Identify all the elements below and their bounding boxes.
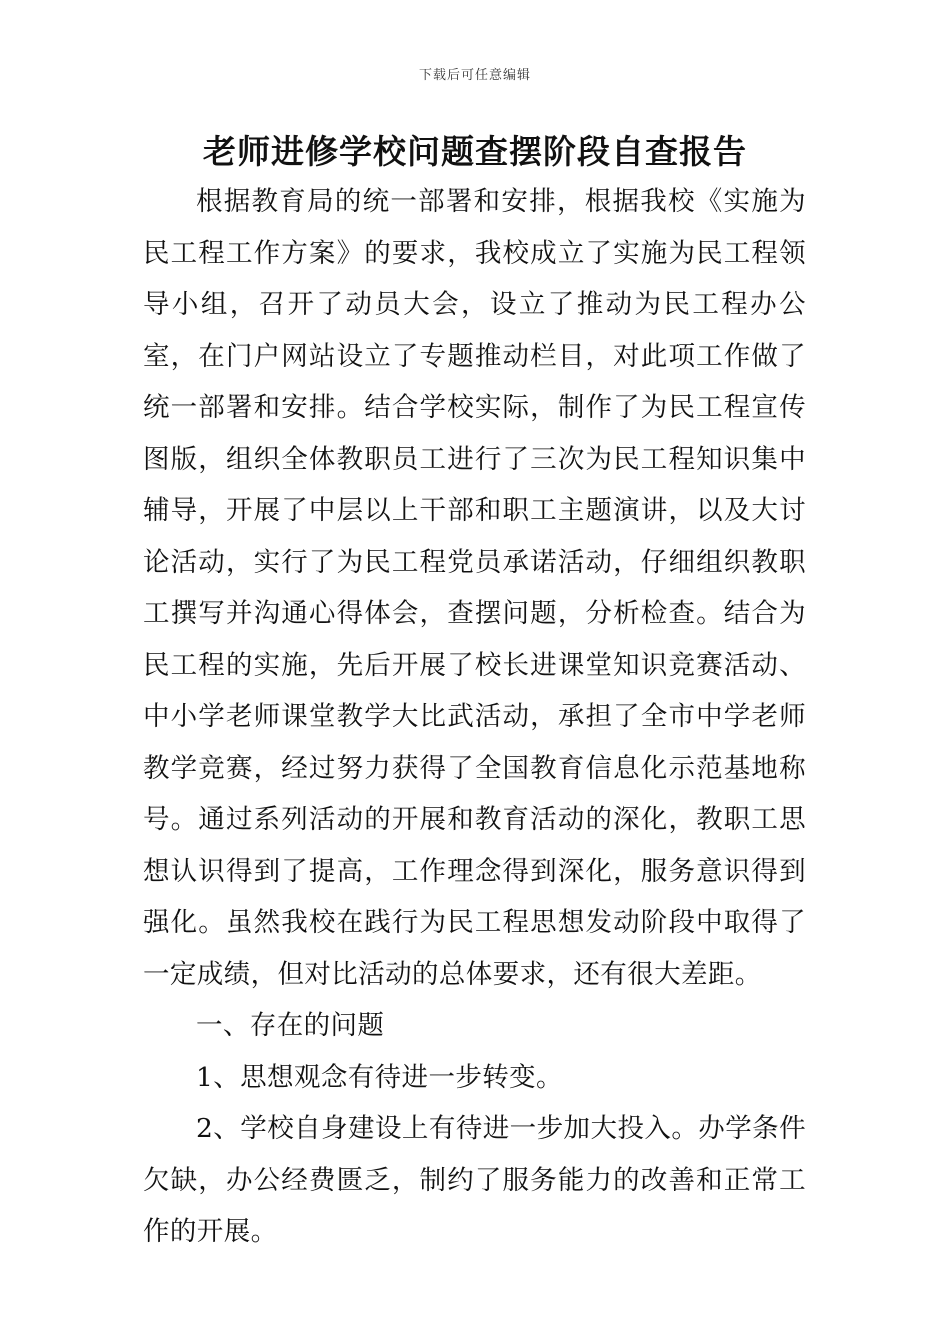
- problem-item-1: 1、思想观念有待进一步转变。: [196, 1061, 563, 1093]
- header-note: 下载后可任意编辑: [418, 68, 531, 83]
- document-body: [143, 176, 806, 1258]
- section-heading-problems: 一、存在的问题: [196, 1010, 385, 1041]
- document-title: 老师进修学校问题查摆阶段自查报告: [203, 132, 747, 171]
- problem-item-2: 2、学校自身建设上有待进一步加大投入。办学条件欠缺，办公经费匮乏，制约了服务能力的改善和正常工作的开展。: [143, 1113, 806, 1247]
- intro-paragraph: 根据教育局的统一部署和安排，根据我校《实施为民工程工作方案》的要求，我校成立了实施为民工程领导小组，召开了动员大会，设立了推动为民工程办公室，在门户网站设立了专题推动栏目，对此项工作做了统一部署和安排。结合学校实际，制作了为民工程宣传图版，组织全体教职员工进行了三次为民工程知识集中辅导，开展了中层以上干部和职工主题演讲，以及大讨论活动，实行了为民工程党员承诺活动，仔细组织教职工撰写并沟通心得体会，查摆问题，分析检查。结合为民工程的实施，先后开展了校长进课堂知识竞赛活动、中小学老师课堂教学大比武活动，承担了全市中学老师教学竞赛，经过努力获得了全国教育信息化示范基地称号。通过系列活动的开展和教育活动的深化，教职工思想认识得到了提高，工作理念得到深化，服务意识得到强化。虽然我校在践行为民工程思想发动阶段中取得了一定成绩，但对比活动的总体要求，还有很大差距。: [143, 186, 806, 990]
